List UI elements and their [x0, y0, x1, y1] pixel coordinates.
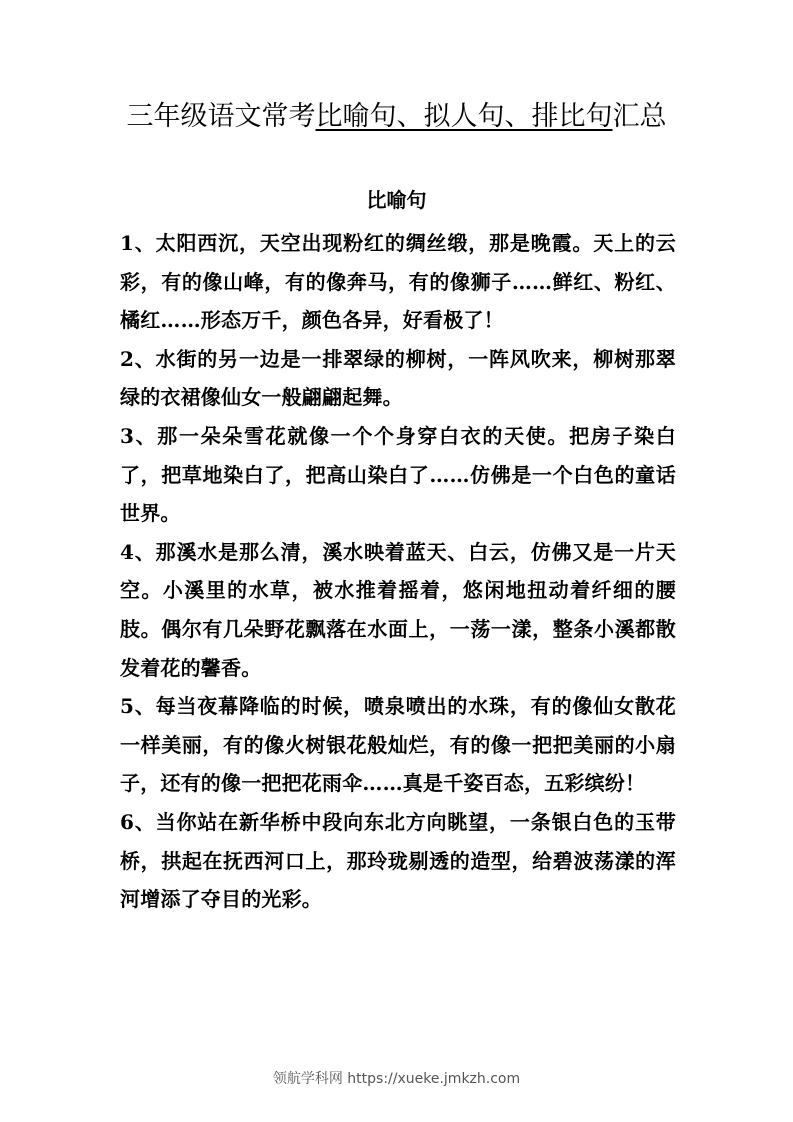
document-body	[120, 224, 676, 919]
title-prefix: 三年级语文常考	[126, 101, 316, 132]
title-suffix: 汇总	[612, 101, 667, 132]
title-underlined-topics: 比喻句、拟人句、排比句	[315, 101, 613, 132]
footer-watermark: 领航学科网 https://xueke.jmkzh.com	[272, 1071, 521, 1087]
document-title	[0, 94, 793, 140]
paragraph-1: 1、太阳西沉，天空出现粉红的绸丝缎，那是晚霞。天上的云彩，有的像山峰，有的像奔马，有的像狮子……鲜红、粉红、橘红……形态万千，颜色各异，好看极了！	[120, 231, 676, 333]
paragraph-6: 6、当你站在新华桥中段向东北方向眺望，一条银白色的玉带桥，拱起在抚西河口上，那玲珑剔透的造型，给碧波荡漾的浑河增添了夺目的光彩。	[120, 809, 676, 912]
section-heading: 比喻句	[366, 188, 427, 212]
paragraph-2: 2、水街的另一边是一排翠绿的柳树，一阵风吹来，柳树那翠绿的衣裙像仙女一般翩翩起舞。	[120, 346, 676, 410]
paragraph-4: 4、那溪水是那么清，溪水映着蓝天、白云，仿佛又是一片天空。小溪里的水草，被水推着摇着，悠闲地扭动着纤细的腰肢。偶尔有几朵野花飘落在水面上，一荡一漾，整条小溪都散发着花的馨香。	[120, 539, 676, 680]
paragraph-3: 3、那一朵朵雪花就像一个个身穿白衣的天使。把房子染白了，把草地染白了，把高山染白了……仿佛是一个白色的童话世界。	[120, 423, 676, 526]
paragraph-5: 5、每当夜幕降临的时候，喷泉喷出的水珠，有的像仙女散花一样美丽，有的像火树银花般灿烂，有的像一把把美丽的小扇子，还有的像一把把花雨伞……真是千姿百态，五彩缤纷！	[120, 694, 676, 796]
